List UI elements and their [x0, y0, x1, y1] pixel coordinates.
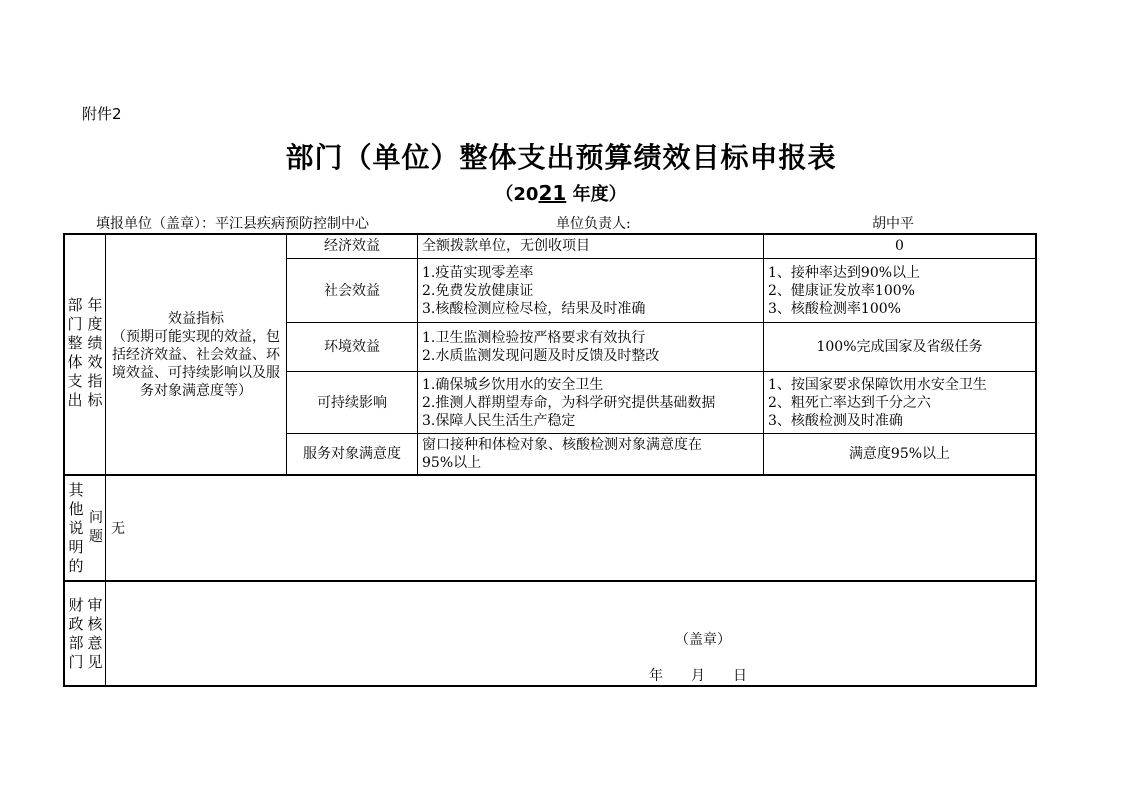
row-environment-name: 环境效益: [324, 339, 380, 355]
page-title: 部门（单位）整体支出预算绩效目标申报表: [285, 141, 837, 174]
row-economic-content: 全额拨款单位，无创收项目: [422, 238, 590, 254]
row-economic-target: 0: [895, 238, 904, 254]
dept-overall-label: 部门整体支出: [67, 296, 83, 409]
table-divider: [63, 474, 1037, 476]
row-sustain-content: 1.确保城乡饮用水的安全卫生 2.推测人群期望寿命，为科学研究提供基础数据 3.保障人民生活生产稳定: [422, 376, 716, 429]
year-prefix: （20: [495, 184, 539, 205]
other-notes-content: 无: [111, 521, 125, 537]
row-satisfaction-content: 窗口接种和体检对象、核酸检测对象满意度在 95%以上: [422, 437, 702, 471]
row-sustain-name: 可持续影响: [317, 394, 387, 411]
fill-unit: 填报单位（盖章）：平江县疾病预防控制中心: [96, 216, 369, 232]
seal-label: （盖章）: [675, 632, 731, 648]
row-social-target: 1、接种率达到90%以上 2、健康证发放率100% 3、核酸检测率100%: [768, 264, 921, 317]
row-environment-content: 1.卫生监测检验按严格要求有效执行 2.水质监测发现问题及时反馈及时整改: [422, 330, 660, 364]
annual-indicator-label: 年度绩效指标: [87, 296, 103, 409]
year-line: [0, 180, 1122, 206]
row-satisfaction-target: 满意度95%以上: [848, 446, 951, 462]
row-sustain-target: 1、按国家要求保障饮用水安全卫生 2、粗死亡率达到千分之六 3、核酸检测及时准确: [768, 376, 987, 429]
row-social-name: 社会效益: [324, 282, 380, 299]
indicator-cell: [107, 305, 285, 405]
table-divider: [105, 233, 106, 687]
indicator-desc: （预期可能实现的效益，包括经济效益、社会效益、环境效益、可持续影响以及服务对象满意度等）: [112, 329, 280, 399]
other-notes-label-b: 问题: [89, 510, 103, 545]
table-divider: [63, 580, 1037, 582]
table-border-bottom: [63, 685, 1037, 687]
year-digits: 21: [538, 181, 567, 205]
date-label: 年 月 日: [649, 668, 747, 684]
row-social-content: 1.疫苗实现零差率 2.免费发放健康证 3.核酸检测应检尽检，结果及时准确: [422, 264, 646, 317]
report-table: [63, 233, 1037, 687]
row-environment-target: 100%完成国家及省级任务: [816, 339, 983, 355]
finance-dept-label: 财政部门: [68, 595, 84, 671]
other-notes-label: 其他说明的: [68, 480, 84, 575]
table-border-right: [1035, 233, 1037, 687]
indicator-title: 效益指标: [168, 311, 224, 327]
year-suffix: 年度）: [566, 184, 627, 205]
row-satisfaction-name: 服务对象满意度: [303, 446, 401, 462]
finance-review-label: 审核意见: [87, 595, 103, 671]
attachment-label: 附件2: [82, 105, 122, 123]
row-economic-name: 经济效益: [324, 238, 380, 254]
leader-label: 单位负责人:: [556, 216, 631, 232]
leader-name: 胡中平: [872, 216, 914, 232]
